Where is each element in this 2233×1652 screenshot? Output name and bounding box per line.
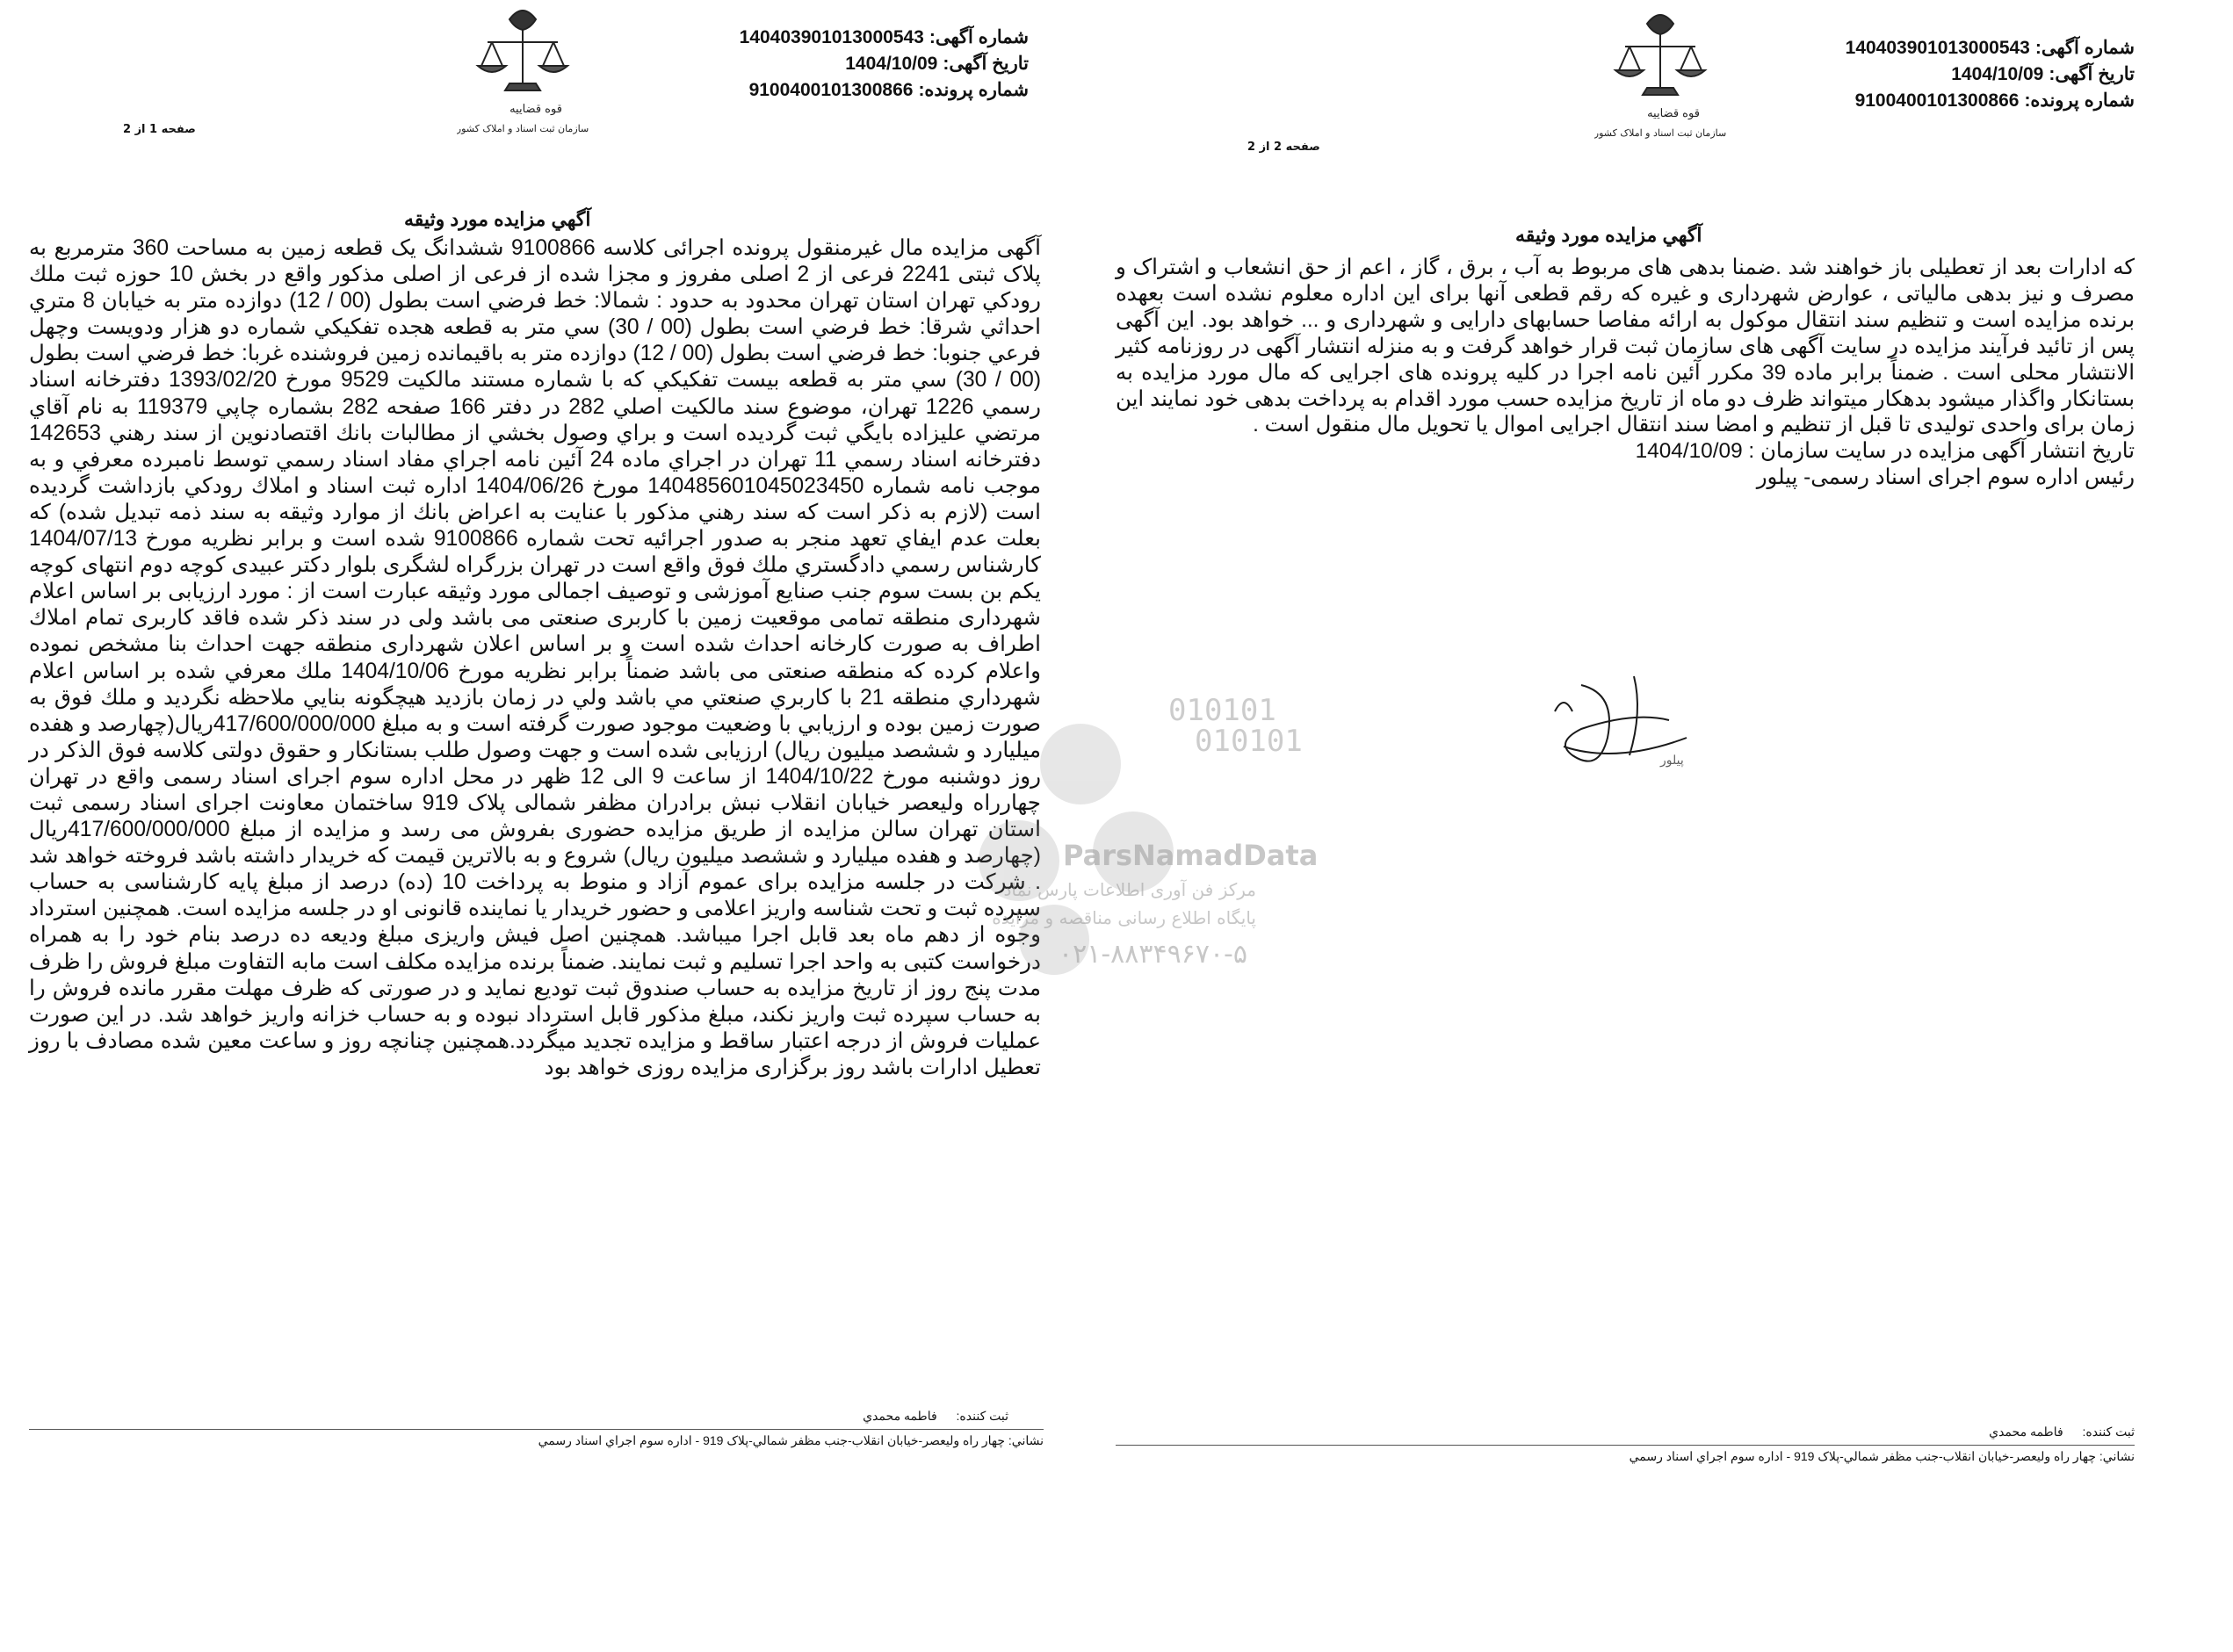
file-no-label: شماره پرونده: bbox=[918, 80, 1029, 100]
svg-text:ParsNamadData: ParsNamadData bbox=[1063, 839, 1319, 872]
notice-meta bbox=[660, 25, 1029, 104]
page-number: صفحه 1 از 2 bbox=[123, 123, 196, 136]
registrar-label: ثبت كننده: bbox=[2082, 1425, 2135, 1439]
registrar-name: فاطمه محمدي bbox=[1989, 1425, 2063, 1439]
notice-date: 1404/10/09 bbox=[845, 54, 938, 74]
svg-text:قوه قضاییه: قوه قضاییه bbox=[509, 103, 562, 116]
registrar-label: ثبت كننده: bbox=[956, 1409, 1008, 1423]
svg-text:سازمان ثبت اسناد و املاک کشور: سازمان ثبت اسناد و املاک کشور bbox=[457, 123, 589, 134]
svg-text:۰۲۱-۸۸۳۴۹۶۷۰-۵: ۰۲۱-۸۸۳۴۹۶۷۰-۵ bbox=[1058, 939, 1247, 970]
file-no: 9100400101300866 bbox=[1854, 90, 2020, 111]
page-footer bbox=[1116, 1425, 2135, 1464]
notice-date-label: تاریخ آگهی: bbox=[943, 54, 1029, 74]
file-no-label: شماره پرونده: bbox=[2024, 90, 2135, 111]
page-title: آگهي مزايده مورد وثيقه bbox=[1515, 224, 1702, 246]
announcement-body bbox=[1116, 255, 2135, 491]
publish-date-line: تاريخ انتشار آگهی مزايده در سايت سازمان : 1404/10/09 bbox=[1635, 439, 2135, 464]
notice-date-label: تاریخ آگهی: bbox=[2049, 64, 2135, 84]
notice-no: 140403901013000543 bbox=[739, 27, 924, 47]
handwritten-signature bbox=[1528, 659, 1722, 790]
svg-text:010101: 010101 bbox=[1168, 693, 1276, 728]
notice-no-label: شماره آگهی: bbox=[2034, 38, 2135, 58]
notice-date: 1404/10/09 bbox=[1951, 64, 2044, 84]
page-title: آگهي مزايده مورد وثيقه bbox=[404, 208, 591, 230]
judiciary-emblem-icon bbox=[457, 0, 589, 154]
svg-text:قوه قضاییه: قوه قضاییه bbox=[1647, 107, 1700, 120]
notice-meta bbox=[1766, 35, 2135, 114]
page-footer bbox=[29, 1409, 1044, 1448]
svg-text:010101: 010101 bbox=[1195, 724, 1303, 759]
signer-title: رئيس اداره سوم اجرای اسناد رسمی- پيلور bbox=[1756, 465, 2135, 490]
announcement-body bbox=[29, 235, 1041, 1081]
svg-text:پیلور: پیلور bbox=[1660, 754, 1684, 768]
announcement-page-1 bbox=[0, 0, 1063, 1493]
body-text: آگهی مزایده مال غیرمنقول پرونده اجرائی کلاسه 9100866 ششدانگ یک قطعه زمین به مساحت 360 مترمربع به پلاک ثبتی 2241 فرعی از 2 اصلی مفروز و مجزا شده از فرعی از اصلی مذکور واقع در بخش 10 حوزه ثبت ملك رودكي تهران استان تهران محدود به حدود : شمالا: خط فرضي است بطول (00 / 12) دوازده متر به خيابان 8 متري احداثي شرقا: خط فرضي است بطول (00 / 30) سي متر به قطعه هجده تفكيكي شماره دو هزار ودويست وچهل فرعي جنوبا: خط فرضي است بطول (00 / 12) دوازده متر به باقيمانده زمين فروشنده غربا: خط فرضي است بطول (00 / 30) سي متر به قطعه بيست تفكيكي كه با شماره مستند مالكيت 9529 مورخ 1393/02/20 دفترخانه اسناد رسمي 1226 تهران، موضوع سند مالكيت اصلي 282 در دفتر 166 صفحه 282 بشماره چاپي 119379 به نام آقاي مرتضي عليزاده بايگي ثبت گرديده است و براي وصول بخشي از مطالبات بانك اقتصادنوين از سند رهني 142653 دفترخانه اسناد رسمي 11 تهران در اجراي ماده 24 آئين نامه اجراي مفاد اسناد رسمي توسط نامبرده معرفي و به موجب نامه شماره 140485601045023450 مورخ 1404/06/26 اداره ثبت اسناد و املاك رودكي بازداشت گرديده است (لازم به ذكر است كه سند رهني مذكور با عنايت به اعراض بانك از موارد وثيقه به سند ذمه تبديل شده) كه بعلت عدم ايفاي تعهد منجر به صدور اجرائيه تحت شماره 9100866 شده است و برابر نظريه مورخ 1404/07/13 كارشناس رسمي دادگستري ملك فوق واقع است در تهران بزرگراه لشگری بلوار دكتر عبيدی كوچه دوم انتهای كوچه يكم بن بست سوم جنب صنايع آموزشی و توصيف اجمالی مورد وثيقه عبارت است از : مورد ارزيابی بر اساس اعلام شهرداری منطقه تمامی موقعيت زمين با كاربری صنعتی می باشد ولی در سند ذكر شده فاقد كاربری تمام املاك اطراف به صورت كارخانه احداث شده است و بر اساس اعلان شهرداری منطقه جهت احداث بنا مشخص نموده واعلام كرده كه منطقه صنعتی می باشد ضمناً برابر نظريه مورخ 1404/10/06 ملك معرفي شده بر اساس اعلام شهرداري منطقه 21 با كاربري صنعتي مي باشد ولي در زمان بازديد هيچگونه بنايي ملاحظه نگرديد و ملك فوق به صورت زمين بوده و ارزيابي با وضعيت موجود صورت گرفته است و به مبلغ 417/600/000/000ريال(چهارصد و هفده ميليارد و ششصد ميليون ريال) ارزيابی شده است و جهت وصول طلب بستانكار و حقوق دولتی كلاسه فوق الذكر در روز دوشنبه مورخ 1404/10/22 از ساعت 9 الی 12 ظهر در محل اداره سوم اجرای اسناد رسمی واقع در تهران چهارراه وليعصر خيابان انقلاب نبش برادران مظفر شمالی پلاک 919 ساختمان معاونت اجرای اسناد رسمی ثبت استان تهران سالن مزايده از طريق مزايده حضوری بفروش می رسد و مزايده از مبلغ 417/600/000/000ريال (چهارصد و هفده ميليارد و ششصد ميليون ريال) شروع و به بالاترين قيمت كه خريدار داشته باشد فروخته خواهد شد . شركت در جلسه مزايده برای عموم آزاد و منوط به پرداخت 10 (ده) درصد از مبلغ پايه كارشناسی به حساب سپرده ثبت و تحت شناسه واريز اعلامی و حضور خريدار يا نماينده قانونی او در جلسه مزايده است. همچنين استرداد وجوه از دهم ماه بعد قابل اجرا ميباشد. همچنين اصل فيش واريزی مبلغ وديعه ده درصد بنام خود را به همراه درخواست كتبی به واحد اجرا تسليم و ثبت نمايند. ضمناً برنده مزايده مكلف است مابه التفاوت مبلغ فروش را ظرف مدت پنج روز از تاريخ مزايده به حساب صندوق ثبت توديع نمايد و در صورتی كه ظرف مهلت مقرر مانده فروش را به حساب سپرده ثبت واريز نكند، مبلغ مذكور قابل استرداد نبوده و به حساب خزانه واريز خواهد شد. در اين صورت عمليات فروش از درجه اعتبار ساقط و مزايده تجديد ميگردد.همچنين چنانچه روز و ساعت معين شده مصادف با روز تعطيل ادارات باشد روز برگزاری مزايده روزی خواهد بود bbox=[29, 236, 1042, 1079]
svg-text:مرکز فن آوری اطلاعات پارس نماد: مرکز فن آوری اطلاعات پارس نماد bbox=[1003, 879, 1256, 900]
notice-no: 140403901013000543 bbox=[1845, 38, 2030, 58]
office-address: نشاني: چهار راه وليعصر-خيابان انقلاب-جنب مظفر شمالي-پلاک 919 - اداره سوم اجراي اسناد رسمي bbox=[1629, 1449, 2135, 1463]
svg-text:پایگاه اطلاع رسانی مناقصه و مز: پایگاه اطلاع رسانی مناقصه و مزایده bbox=[992, 907, 1256, 928]
registrar-name: فاطمه محمدي bbox=[863, 1409, 937, 1423]
notice-no-label: شماره آگهی: bbox=[929, 27, 1029, 47]
body-text: كه ادارات بعد از تعطيلی باز خواهند شد .ضمنا بدهی های مربوط به آب ، برق ، گاز ، اعم از حق انشعاب و اشتراک و مصرف و نيز بدهی مالياتی ، عوارض شهرداری و غيره كه رقم قطعی آنها برای اين اداره معلوم نشده است بعهده برنده مزايده است و تنظيم سند انتقال موكول به ارائه مفاصا حسابهای دارايی و شهرداری و ... خواهد بود. اين آگهی پس از تائيد فرآيند مزايده در سايت آگهی های سازمان ثبت قرار خواهد گرفت و به منزله انتشار آگهی در روزنامه كثير الانتشار محلی است . ضمناً برابر ماده 39 مكرر آئين نامه اجرا در كليه پرونده های اجرايی كه مال مورد مزايده به بستانكار واگذار ميشود بدهكار ميتواند ظرف دو ماه از تاريخ مزايده حسب مورد اقدام به پرداخت بدهی خود نمايند اين زمان برای واحدی توليدی تا قبل از تنظيم و امضا سند انتقال اجرايی اموال يا تحويل مال منقول است . bbox=[1116, 256, 2135, 437]
office-address: نشاني: چهار راه وليعصر-خيابان انقلاب-جنب مظفر شمالي-پلاک 919 - اداره سوم اجراي اسناد رسمي bbox=[538, 1433, 1044, 1447]
svg-text:سازمان ثبت اسناد و املاک کشور: سازمان ثبت اسناد و املاک کشور bbox=[1594, 127, 1726, 139]
page-number: صفحه 2 از 2 bbox=[1247, 141, 1320, 154]
judiciary-emblem-icon bbox=[1594, 4, 1726, 158]
file-no: 9100400101300866 bbox=[748, 80, 914, 100]
